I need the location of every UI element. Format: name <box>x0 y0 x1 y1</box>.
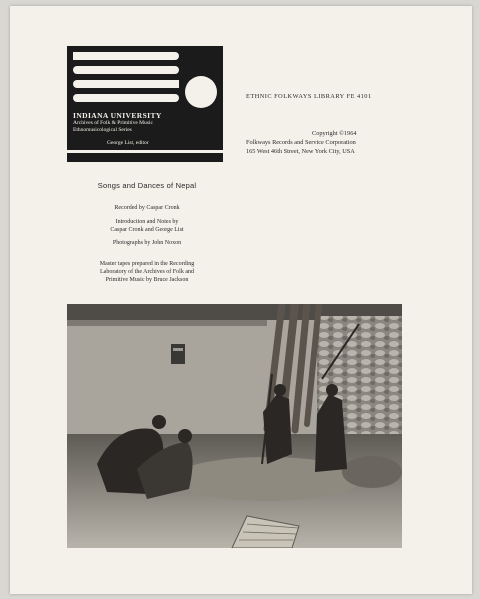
corporation: Folkways Records and Service Corporation <box>246 139 356 147</box>
recorded-by: Recorded by Caspar Cronk <box>114 205 180 211</box>
catalog-info <box>246 92 456 157</box>
logo-archives: Archives of Folk & Primitive Music <box>73 120 153 126</box>
copyright: Copyright ©1964 <box>312 130 357 138</box>
logo-stripe <box>73 94 179 102</box>
logo-circle <box>185 76 217 108</box>
village-photograph <box>67 304 402 548</box>
intro-line: Introduction and Notes by <box>115 219 179 225</box>
logo-stripe <box>73 52 179 60</box>
straw-heap <box>342 456 402 488</box>
logo-editor: George List, editor <box>107 140 149 146</box>
introduction-credit <box>67 218 227 234</box>
logo-series: Ethnomusicological Series <box>73 127 132 133</box>
master-line: Laboratory of the Archives of Folk and <box>100 269 194 276</box>
address: 165 West 46th Street, New York City, USA <box>246 148 355 156</box>
master-line: Primitive Music by Bruce Jackson <box>105 277 189 284</box>
master-line: Master tapes prepared in the Recording <box>99 261 195 267</box>
wall-ledge <box>67 320 267 326</box>
logo-university: INDIANA UNIVERSITY <box>73 111 162 120</box>
logo-stripe <box>73 80 179 88</box>
window-sill <box>173 348 183 351</box>
indiana-university-logo <box>67 46 223 162</box>
library-number: ETHNIC FOLKWAYS LIBRARY FE 4101 <box>246 93 372 100</box>
booklet-page <box>10 6 472 594</box>
logo-bar <box>67 150 223 153</box>
album-title: Songs and Dances of Nepal <box>97 181 197 190</box>
photographs-credit: Photographs by John Noxon <box>112 240 182 246</box>
master-tapes-credit <box>67 260 227 284</box>
wall-window <box>171 344 185 364</box>
photograph-scene <box>67 304 402 548</box>
logo-stripe <box>73 66 179 74</box>
intro-line: Caspar Cronk and George List <box>110 227 184 234</box>
